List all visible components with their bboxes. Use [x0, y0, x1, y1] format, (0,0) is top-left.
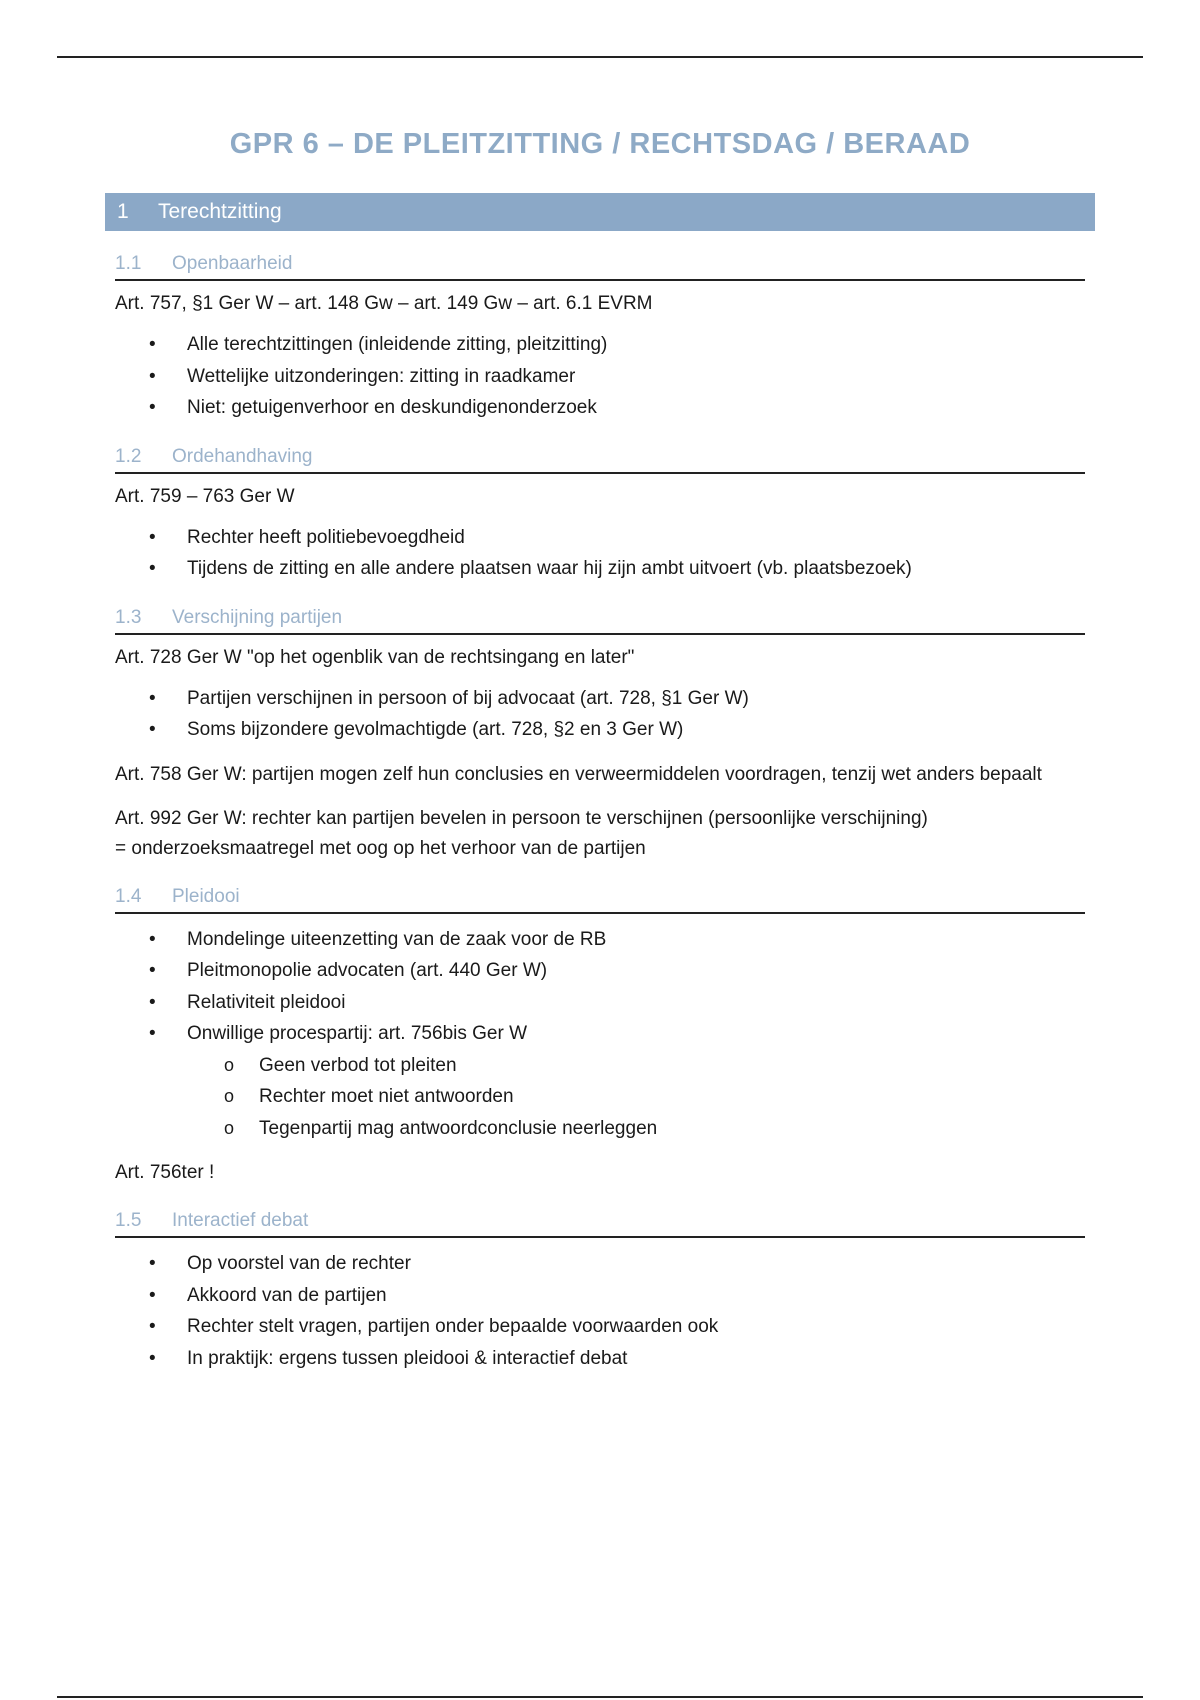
bullet-list: [105, 683, 1095, 746]
bullet-list: [105, 1248, 1095, 1374]
subsection-heading-openbaarheid: [115, 249, 1085, 281]
subsection-number: 1.4: [115, 885, 142, 907]
bullet-list: [105, 329, 1095, 424]
subsection-label: Pleidooi: [172, 885, 240, 907]
list-item: • Pleitmonopolie advocaten (art. 440 Ger W): [105, 955, 1095, 987]
subsection-number: 1.2: [115, 445, 142, 467]
list-item: • Alle terechtzittingen (inleidende zitting, pleitzitting): [105, 329, 1095, 361]
document-title: GPR 6 – DE PLEITZITTING / RECHTSDAG / BERAAD: [229, 128, 971, 160]
list-item: • In praktijk: ergens tussen pleidooi & interactief debat: [105, 1343, 1095, 1375]
paragraph: [115, 804, 1075, 864]
sub-list-item: o Rechter moet niet antwoorden: [105, 1081, 1095, 1113]
sub-list-item: o Tegenpartij mag antwoordconclusie neerleggen: [105, 1113, 1095, 1145]
subsection-label: Openbaarheid: [172, 253, 293, 274]
list-item: • Rechter stelt vragen, partijen onder bepaalde voorwaarden ook: [105, 1311, 1095, 1343]
list-item: • Rechter heeft politiebevoegdheid: [105, 522, 1095, 554]
list-item: • Niet: getuigenverhoor en deskundigenonderzoek: [105, 392, 1095, 424]
list-item: • Tijdens de zitting en alle andere plaatsen waar hij zijn ambt uitvoert (vb. plaatsbezoek): [105, 553, 1095, 585]
list-item: • Wettelijke uitzonderingen: zitting in raadkamer: [105, 361, 1095, 393]
subsection-label: Verschijning partijen: [172, 606, 343, 628]
paragraph-line: Art. 992 Ger W: rechter kan partijen bevelen in persoon te verschijnen (persoonlijke verschijning): [115, 807, 928, 829]
sub-bullet-list: [105, 1050, 1095, 1145]
subsection-number: 1.3: [115, 606, 142, 628]
paragraph-line: = onderzoeksmaatregel met oog op het verhoor van de partijen: [115, 837, 646, 859]
paragraph: Art. 759 – 763 Ger W: [115, 485, 295, 507]
subsection-label: Interactief debat: [172, 1210, 309, 1231]
paragraph: Art. 756ter !: [115, 1162, 215, 1183]
bottom-rule: [57, 1696, 1143, 1698]
subsection-number: 1.1: [115, 253, 142, 274]
list-item: • Akkoord van de partijen: [105, 1280, 1095, 1312]
bullet-list: [105, 924, 1095, 1050]
sub-list-item: o Geen verbod tot pleiten: [105, 1050, 1095, 1082]
subsection-heading-ordehandhaving: [115, 442, 1085, 474]
section-number: 1: [117, 200, 129, 223]
paragraph: Art. 758 Ger W: partijen mogen zelf hun conclusies en verweermiddelen voordragen, tenzij wet anders bepaalt: [115, 763, 1042, 785]
subsection-number: 1.5: [115, 1210, 142, 1231]
section-label: Terechtzitting: [158, 200, 282, 223]
section-heading-terechtzitting: [105, 193, 1095, 231]
list-item: • Onwillige procespartij: art. 756bis Ger W: [105, 1018, 1095, 1050]
subsection-heading-verschijning-partijen: [115, 603, 1085, 635]
paragraph: Art. 728 Ger W "op het ogenblik van de rechtsingang en later": [115, 646, 635, 668]
list-item: • Op voorstel van de rechter: [105, 1248, 1095, 1280]
bullet-list: [105, 522, 1095, 585]
subsection-label: Ordehandhaving: [172, 445, 313, 467]
list-item: • Soms bijzondere gevolmachtigde (art. 728, §2 en 3 Ger W): [105, 714, 1095, 746]
list-item: • Partijen verschijnen in persoon of bij advocaat (art. 728, §1 Ger W): [105, 683, 1095, 715]
paragraph: Art. 757, §1 Ger W – art. 148 Gw – art. 149 Gw – art. 6.1 EVRM: [115, 293, 653, 314]
list-item: • Relativiteit pleidooi: [105, 987, 1095, 1019]
subsection-heading-interactief-debat: [115, 1206, 1085, 1238]
subsection-heading-pleidooi: [115, 882, 1085, 914]
top-rule: [57, 56, 1143, 58]
document-body: [105, 125, 1095, 1374]
list-item: • Mondelinge uiteenzetting van de zaak voor de RB: [105, 924, 1095, 956]
